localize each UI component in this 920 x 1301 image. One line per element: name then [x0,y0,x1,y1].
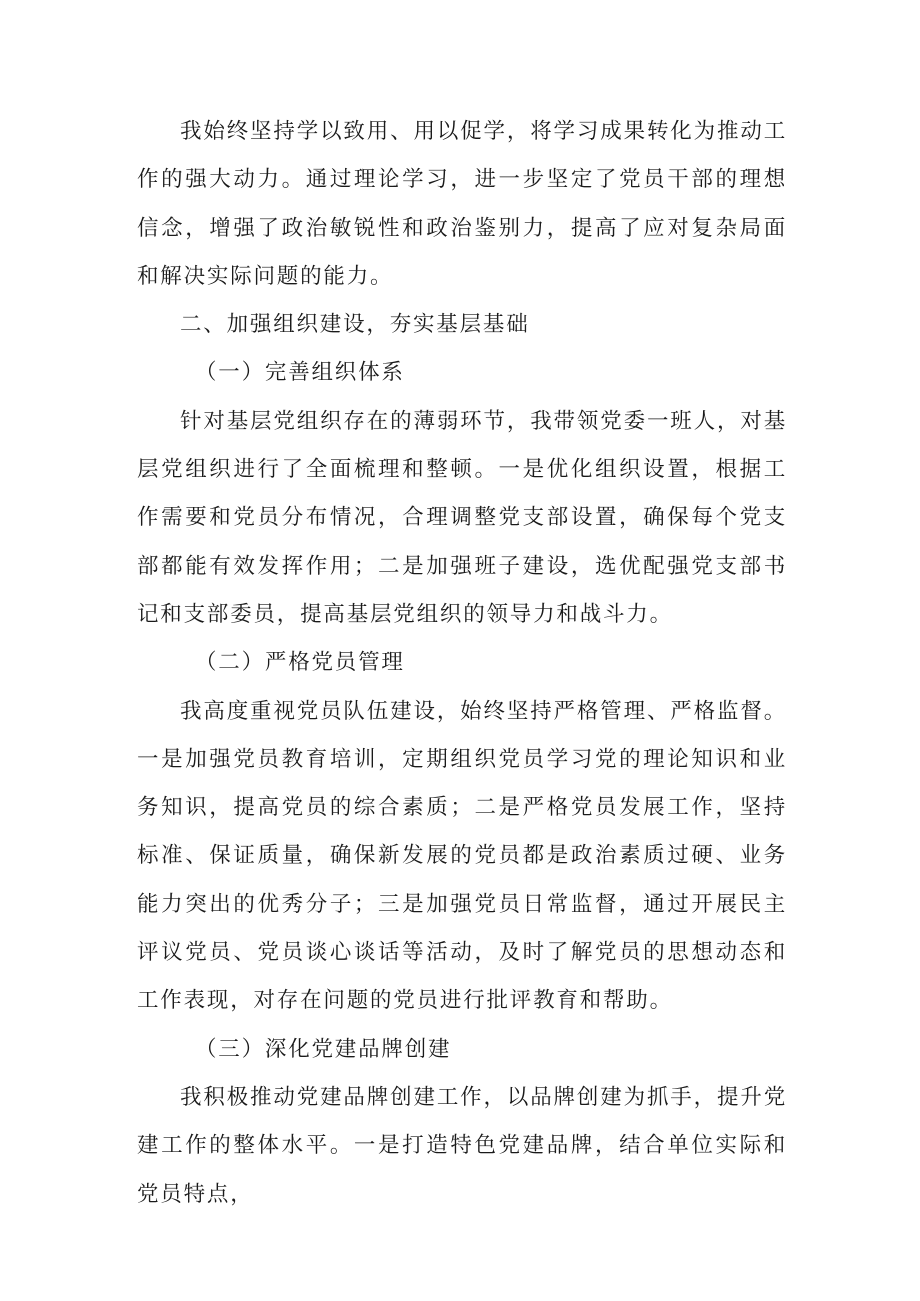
paragraph-organization-system: 针对基层党组织存在的薄弱环节，我带领党委一班人，对基层党组织进行了全面梳理和整顿。一是优化组织设置，根据工作需要和党员分布情况，合理调整党支部设置，确保每个党支部都能有效发挥作用；二是加强班子建设，选优配强党支部书记和支部委员，提高基层党组织的领导力和战斗力。 [137,408,787,627]
subheading-brand-building: （三）深化党建品牌创建 [195,1036,452,1062]
section-heading-organization: 二、加强组织建设，夯实基层基础 [180,312,530,338]
subheading-organization-system: （一）完善组织体系 [195,360,405,386]
subheading-member-management: （二）严格党员管理 [195,650,405,676]
paragraph-member-management: 我高度重视党员队伍建设，始终坚持严格管理、严格监督。一是加强党员教育培训，定期组织党员学习党的理论知识和业务知识，提高党员的综合素质；二是严格党员发展工作，坚持标准、保证质量，确保新发展的党员都是政治素质过硬、业务能力突出的优秀分子；三是加强党员日常监督，通过开展民主评议党员、党员谈心谈话等活动，及时了解党员的思想动态和工作表现，对存在问题的党员进行批评教育和帮助。 [137,698,787,1014]
paragraph-study-application: 我始终坚持学以致用、用以促学，将学习成果转化为推动工作的强大动力。通过理论学习，进一步坚定了党员干部的理想信念，增强了政治敏锐性和政治鉴别力，提高了应对复杂局面和解决实际问题的能力。 [137,119,787,289]
document-body [137,108,787,1219]
paragraph-brand-building: 我积极推动党建品牌创建工作，以品牌创建为抓手，提升党建工作的整体水平。一是打造特色党建品牌，结合单位实际和党员特点， [137,1084,787,1207]
